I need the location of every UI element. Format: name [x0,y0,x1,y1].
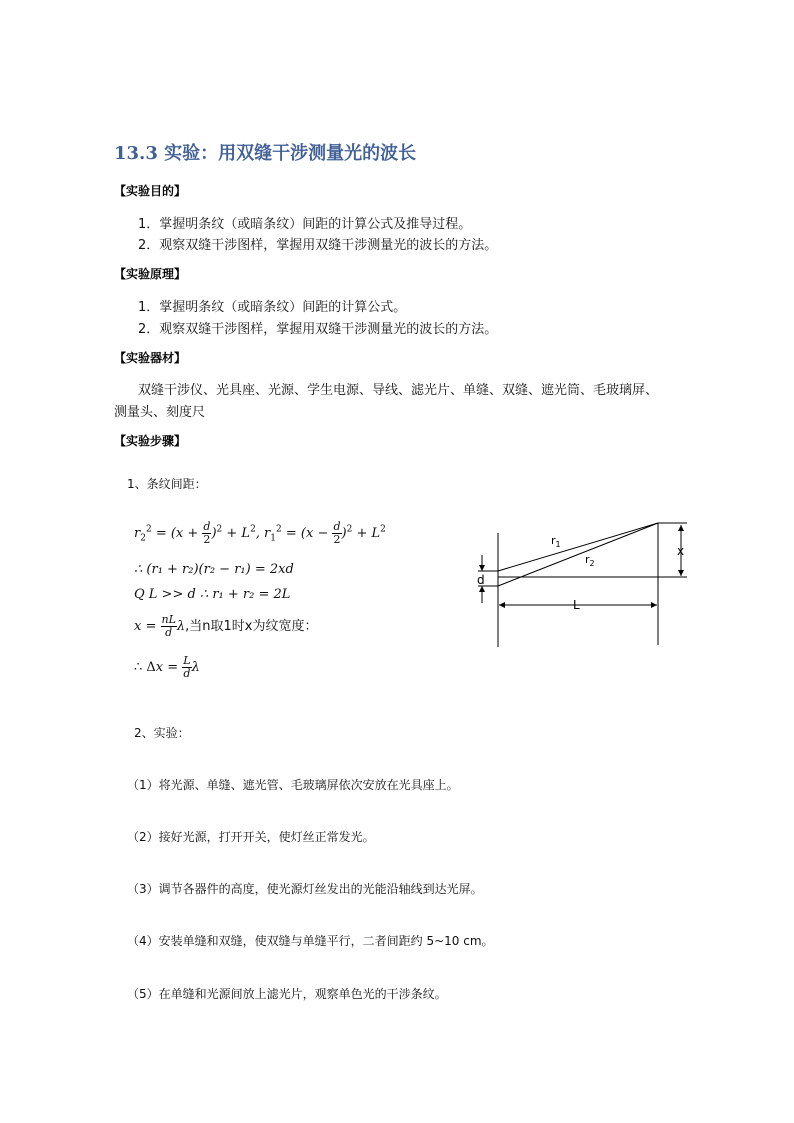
step-item-4: （4）安装单缝和双缝，使双缝与单缝平行，二者间距约 5~10 cm。 [127,934,494,948]
diagram-label-d: d [477,573,485,587]
ray-r1 [498,523,658,571]
diagram-label-L: L [573,598,580,612]
formula-line-5: x = $\frac{nL}{d}$ λ,当n取1时x为纹宽度： [134,613,318,639]
diagram-label-r1: $r_1$ [551,534,561,549]
double-slit-diagram [465,515,705,650]
diagram-label-x: x [677,544,685,558]
principle-item-1: 1．掌握明条纹（或暗条纹）间距的计算公式。 [138,300,407,315]
formula-line-1: $r_2^2 = (x$ + $\frac{d}{2}$ )$^2 + L^2$, $r_1^2 = (x$ − $\frac{d}{2}$ )$^2 + L^2$ [134,520,386,546]
purpose-item-1: 1．掌握明条纹（或暗条纹）间距的计算公式及推导过程。 [138,217,472,232]
step-item-1: （1）将光源、单缝、遮光管、毛玻璃屏依次安放在光具座上。 [127,778,459,792]
formula-line-4: Q L >> d ∴ r₁ + r₂ = 2L [134,587,291,602]
formula-line-3: ∴ (r₁ + r₂)(r₂ − r₁) = 2xd [134,562,294,577]
section-heading-steps: 【实验步骤】 [114,434,187,448]
page-title: 13.3 实验：用双缝干涉测量光的波长 [114,143,417,164]
equipment-line-2: 测量头、刻度尺 [114,405,206,420]
step-item-3: （3）调节各器件的高度，使光源灯丝发出的光能沿轴线到达光屏。 [127,882,483,896]
step-subheading-2: 2、实验： [134,726,190,740]
formula-line-5-text: ,当n取1时x为纹宽度： [185,619,318,634]
principle-item-2: 2．观察双缝干涉图样，掌握用双缝干涉测量光的波长的方法。 [138,322,498,337]
purpose-item-2: 2．观察双缝干涉图样，掌握用双缝干涉测量光的波长的方法。 [138,238,498,253]
equipment-line-1: 双缝干涉仪、光具座、光源、学生电源、导线、滤光片、单缝、双缝、遮光筒、毛玻璃屏、 [138,383,659,398]
formula-line-6: ∴ Δx = $\frac{L}{d}$ λ [134,654,200,680]
section-heading-equipment: 【实验器材】 [114,351,187,365]
step-subheading-1: 1、条纹间距： [127,477,207,491]
step-item-5: （5）在单缝和光源间放上滤光片，观察单色光的干涉条纹。 [127,987,447,1001]
section-heading-principle: 【实验原理】 [114,267,187,281]
section-heading-purpose: 【实验目的】 [114,184,187,198]
diagram-label-r2: $r_2$ [585,553,595,568]
step-item-2: （2）接好光源，打开开关，使灯丝正常发光。 [127,830,375,844]
